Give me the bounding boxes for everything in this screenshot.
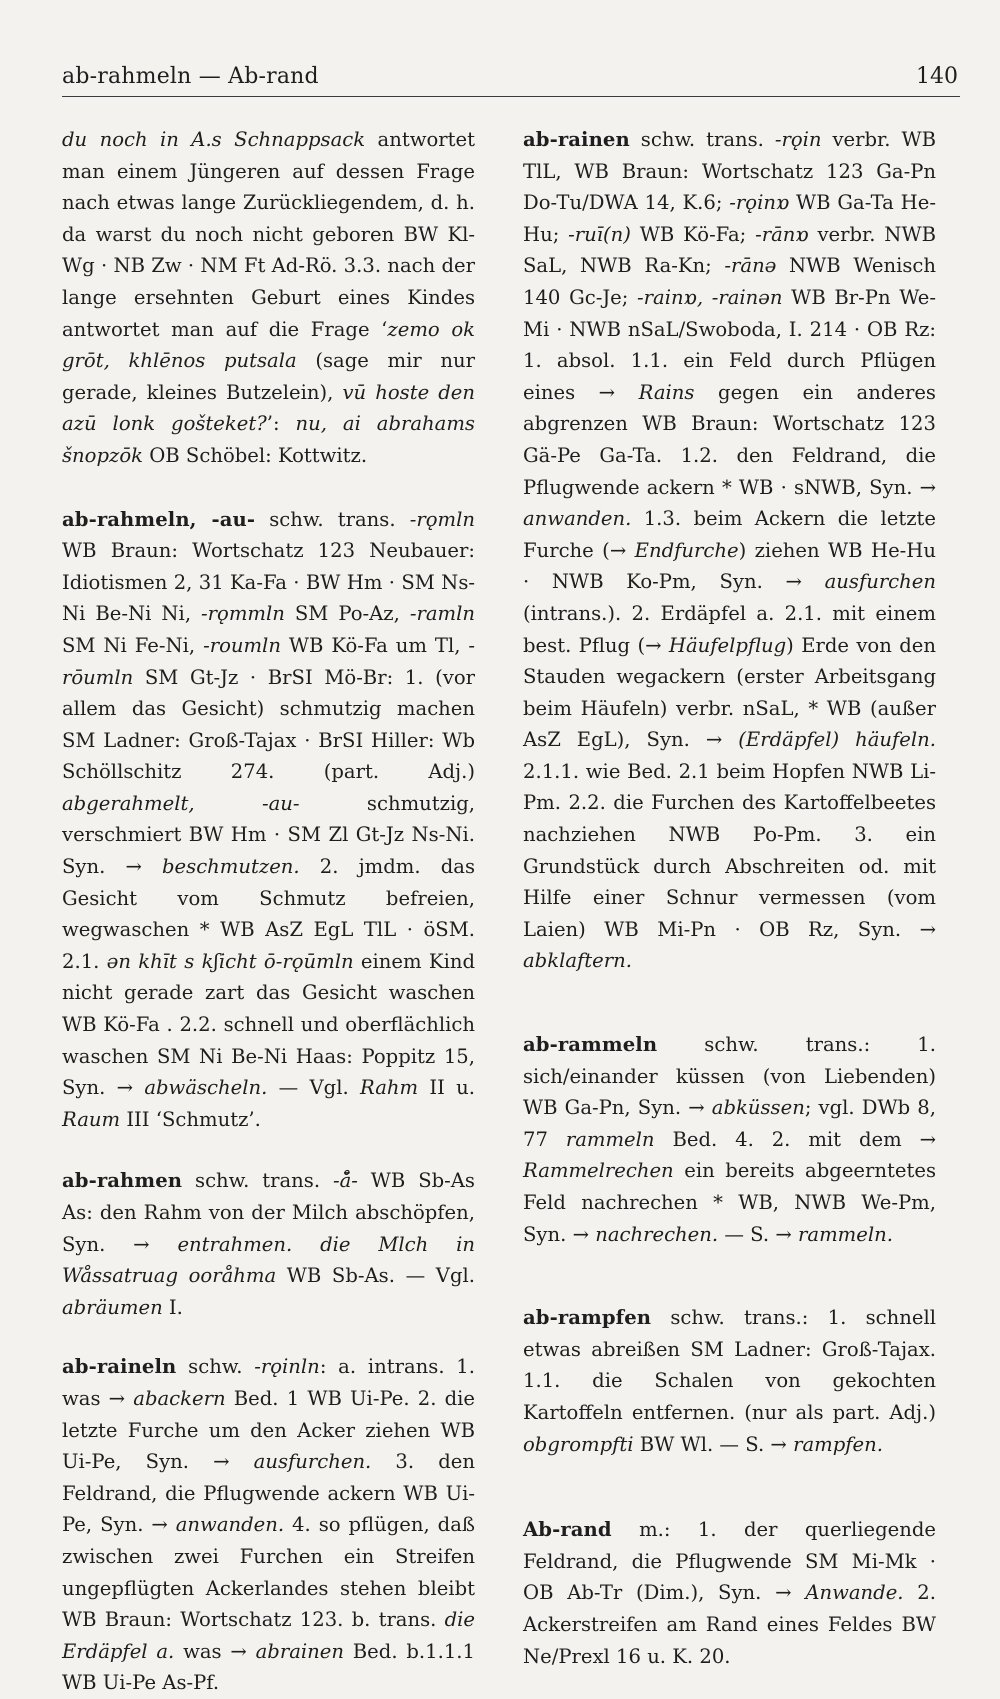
entry-ab-rahmen bbox=[62, 1165, 475, 1323]
text-span: was → bbox=[174, 1639, 256, 1663]
text-span: WB Braun: Wortschatz 123 Neubauer: Idiotismen 2, 31 Ka-Fa · BW Hm · SM Ns-Ni Be-Ni Ni, bbox=[62, 539, 475, 626]
text-span: rammeln. bbox=[798, 1222, 893, 1246]
text-span: WB Kö-Fa um Tl, bbox=[280, 633, 469, 657]
text-span: -rōumln bbox=[62, 633, 476, 689]
text-span: I. bbox=[162, 1295, 183, 1319]
text-span: anwanden. bbox=[175, 1513, 285, 1537]
text-span: einem Kind nicht gerade zart das Gesicht waschen WB Kö-Fa . 2.2. schnell und oberflächlich waschen SM Ni Be-Ni Haas: Poppitz 15, Syn. → bbox=[62, 949, 475, 1100]
text-span: abküssen bbox=[711, 1096, 805, 1120]
text-span: schw. trans. bbox=[629, 128, 775, 151]
entry-lemma: ab-raineln bbox=[62, 1355, 177, 1379]
text-span: III ‘Schmutz’. bbox=[120, 1107, 261, 1131]
text-span: — S. → bbox=[718, 1222, 799, 1246]
entry-lemma: ab-rainen bbox=[523, 128, 630, 151]
text-span: abräumen bbox=[62, 1295, 163, 1319]
text-span: schw. trans.: 1. schnell etwas abreißen SM Ladner: Groß-Tajax. 1.1. die Schalen von gekochten Kartoffeln entfernen. (nur als part. Adj.) bbox=[523, 1306, 936, 1424]
text-span: (Erdäpfel) häufeln. bbox=[738, 728, 936, 752]
text-span: -rainɒ, -rainǝn bbox=[637, 285, 783, 309]
text-span: schw. bbox=[176, 1355, 255, 1379]
entry-lemma: ab-rampfen bbox=[523, 1306, 652, 1330]
text-span: ein bereits abgeerntetes Feld nachrechen * WB, NWB We-Pm, Syn. → bbox=[523, 1159, 936, 1246]
text-span: 4. so pflügen, daß zwischen zwei Furchen ein Streifen ungepflügten Ackerlandes stehen bleibt WB Braun: Wortschatz 123. b. trans. bbox=[62, 1513, 475, 1632]
text-span: ) ziehen WB He-Hu · NWB Ko-Pm, Syn. → bbox=[523, 538, 936, 594]
text-span: Rahm bbox=[360, 1076, 419, 1100]
text-span: -rǫinɒ bbox=[729, 191, 790, 215]
page-number: 140 bbox=[916, 64, 958, 89]
text-span: nachrechen. bbox=[595, 1222, 719, 1246]
text-span: abrainen bbox=[255, 1639, 344, 1663]
text-span: -ruī(n) bbox=[568, 222, 631, 246]
text-span: 1.3. beim Ackern die letzte Furche (→ bbox=[523, 507, 936, 562]
left-column bbox=[62, 124, 475, 1699]
text-span: SM Ni Fe-Ni, bbox=[62, 633, 204, 657]
text-span: : a. intrans. 1. was → bbox=[62, 1355, 475, 1410]
text-span: schw. trans.: 1. sich/einander küssen (von Liebenden) WB Ga-Pn, Syn. → bbox=[523, 1033, 936, 1120]
text-span: Rains bbox=[638, 380, 695, 404]
text-span: -roumln bbox=[203, 633, 281, 657]
entry-ab-raineln bbox=[62, 1351, 475, 1699]
text-span: verbr. WB TlL, WB Braun: Wortschatz 123 Ga-Pn Do-Tu/DWA 14, K.6; bbox=[523, 128, 936, 215]
text-span: zemo ok grōt, khlēnos putsala bbox=[62, 317, 475, 373]
entry-continuation bbox=[62, 124, 475, 472]
text-span: 2. jmdm. das Gesicht vom Schmutz befreien, wegwaschen * WB AsZ EgL TlL · öSM. 2.1. bbox=[62, 855, 476, 973]
text-span: verbr. NWB SaL, NWB Ra-Kn; bbox=[523, 222, 936, 278]
entry-ab-rampfen bbox=[523, 1302, 936, 1460]
text-span: anwanden. bbox=[523, 507, 632, 531]
text-span: -rǫmmln bbox=[201, 602, 285, 626]
text-span: OB Schöbel: Kottwitz. bbox=[143, 443, 368, 467]
text-span: 2. Ackerstreifen am Rand eines Feldes BW Ne/Prexl 16 u. K. 20. bbox=[523, 1581, 936, 1668]
text-span: Bed. 4. 2. mit dem → bbox=[654, 1127, 936, 1151]
right-column bbox=[523, 124, 936, 1672]
text-span: -rǫmln bbox=[409, 507, 475, 531]
text-span: ausfurchen bbox=[824, 570, 936, 594]
text-span: schmutzig, verschmiert BW Hm · SM Zl Gt-Jz Ns-Ni. Syn. → bbox=[62, 791, 475, 879]
header-title: ab-rahmeln — Ab-rand bbox=[62, 64, 319, 89]
text-span: entrahmen. die Mlch in Wåssatruag ooråhma bbox=[62, 1232, 475, 1288]
text-span: -rānǝ bbox=[724, 254, 777, 278]
text-span: Rammelrechen bbox=[523, 1159, 674, 1183]
text-span: ausfurchen. bbox=[253, 1450, 372, 1474]
text-span: beschmutzen. bbox=[162, 855, 300, 879]
text-span: m.: 1. der querliegende Feldrand, die Pflugwende SM Mi-Mk · OB Ab-Tr (Dim.), Syn. → bbox=[523, 1518, 936, 1605]
text-span: (sage mir nur gerade, kleines Butzelein), bbox=[62, 349, 476, 404]
text-span: vū hoste den azū lonk gošteket? bbox=[62, 380, 475, 436]
text-span: 2.1.1. wie Bed. 2.1 beim Hopfen NWB Li-Pm. 2.2. die Furchen des Kartoffelbeetes nachziehen NWB Po-Pm. 3. ein Grundstück durch Abschreiten od. mit Hilfe einer Schnur vermessen (vom Laien) WB Mi-Pn · OB Rz, Syn. → bbox=[523, 759, 936, 941]
text-span: -å̄- bbox=[332, 1169, 358, 1193]
text-span: schw. trans. bbox=[182, 1169, 333, 1193]
entry-ab-rainen bbox=[523, 124, 936, 977]
text-span: ǝn khīt s kʃicht ō-rǫūmln bbox=[106, 949, 354, 973]
text-span: -ramln bbox=[409, 602, 475, 626]
text-span: ; vgl. DWb 8, 77 bbox=[523, 1096, 936, 1151]
text-span: WB Sb-As. — Vgl. bbox=[276, 1264, 475, 1288]
text-span: gegen ein anderes abgrenzen WB Braun: Wortschatz 123 Gä-Pe Ga-Ta. 1.2. den Feldrand, die Pflugwende ackern * WB · sNWB, Syn. → bbox=[523, 380, 936, 499]
text-span: abwäscheln. bbox=[144, 1076, 268, 1100]
text-span: ) Erde von den Stauden wegackern (erster Arbeitsgang beim Häufeln) verbr. nSaL, * WB (außer AsZ EgL), Syn. → bbox=[523, 633, 936, 752]
entry-ab-rand bbox=[523, 1514, 936, 1672]
text-span: Endfurche bbox=[634, 538, 739, 562]
text-span: SM Po-Az, bbox=[284, 602, 410, 626]
text-span: -rānɒ bbox=[755, 222, 809, 246]
text-span: rampfen. bbox=[793, 1432, 883, 1456]
text-span: abackern bbox=[133, 1386, 226, 1410]
text-span: ’: bbox=[266, 412, 296, 436]
text-span: — Vgl. bbox=[267, 1076, 361, 1100]
text-span: BW Wl. — S. → bbox=[633, 1432, 794, 1456]
text-span: Anwande. bbox=[805, 1581, 904, 1605]
entry-lemma: ab-rammeln bbox=[523, 1033, 658, 1057]
entry-lemma: ab-rahmen bbox=[62, 1169, 183, 1193]
text-span: Raum bbox=[62, 1107, 121, 1131]
text-span: du noch in A.s Schnappsack bbox=[62, 128, 366, 151]
text-span: (intrans.). 2. Erdäpfel a. 2.1. mit einem best. Pflug (→ bbox=[523, 601, 936, 657]
text-span: 3. den Feldrand, die Pflugwende ackern WB Ui-Pe, Syn. → bbox=[62, 1450, 475, 1537]
text-span: abklaftern. bbox=[523, 949, 632, 973]
text-span: abgerahmelt, -au- bbox=[62, 791, 300, 815]
text-span: WB Kö-Fa; bbox=[630, 222, 756, 246]
text-span: Bed. b.1.1.1 WB Ui-Pe As-Pf. bbox=[62, 1639, 475, 1695]
text-span: -rǫinln bbox=[254, 1355, 320, 1379]
text-span: NWB Wenisch 140 Gc-Je; bbox=[523, 254, 936, 309]
entry-ab-rahmeln bbox=[62, 504, 475, 1136]
entry-lemma: ab-rahmeln, -au- bbox=[62, 507, 256, 531]
text-span: II u. bbox=[418, 1076, 476, 1100]
text-span: rammeln bbox=[565, 1127, 655, 1151]
text-span: WB Ga-Ta He-Hu; bbox=[523, 191, 936, 246]
text-span: obgrompfti bbox=[523, 1432, 634, 1456]
entry-ab-rammeln bbox=[523, 1029, 936, 1250]
text-span: die Erdäpfel a. bbox=[62, 1608, 475, 1663]
text-span: nu, ai abrahams šnopzōk bbox=[62, 412, 475, 467]
text-span: WB Sb-As As: den Rahm von der Milch abschöpfen, Syn. → bbox=[62, 1169, 475, 1256]
text-span: schw. trans. bbox=[255, 507, 410, 531]
text-span: Häufelpflug bbox=[668, 633, 787, 657]
text-span: SM Gt-Jz · BrSI Mö-Br: 1. (vor allem das Gesicht) schmutzig machen SM Ladner: Groß-Tajax · BrSI Hiller: Wb Schöllschitz 274. (part. Adj.) bbox=[62, 665, 475, 784]
running-header bbox=[62, 62, 960, 97]
text-span: Bed. 1 WB Ui-Pe. 2. die letzte Furche um den Acker ziehen WB Ui-Pe, Syn. → bbox=[62, 1386, 475, 1474]
text-span: WB Br-Pn We-Mi · NWB nSaL/Swoboda, I. 214 · OB Rz: 1. absol. 1.1. ein Feld durch Pflügen eines → bbox=[523, 285, 937, 404]
text-span: antwortet man einem Jüngeren auf dessen Frage nach etwas lange Zurückliegendem, d. h. da warst du noch nicht geboren BW Kl-Wg · NB Zw · NM Ft Ad-Rö. 3.3. nach der lange ersehnten Geburt eines Kindes antwortet man auf die Frage ‘ bbox=[62, 128, 476, 341]
entry-lemma: Ab-rand bbox=[523, 1518, 612, 1542]
text-span: -rǫin bbox=[774, 128, 822, 151]
